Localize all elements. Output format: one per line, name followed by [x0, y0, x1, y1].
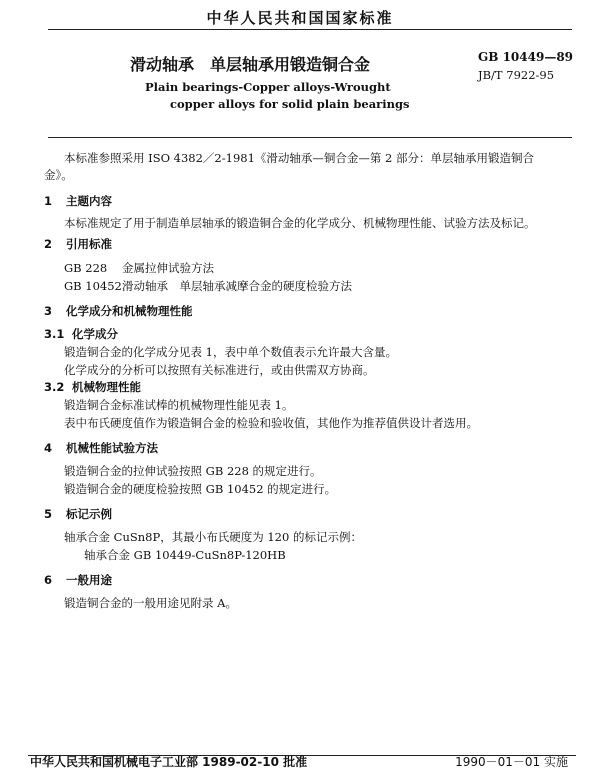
title-part-1: 滑动轴承	[130, 55, 195, 74]
section-4-heading	[44, 440, 158, 456]
header-rule	[48, 29, 572, 30]
section-3-2-line-2: 表中布氏硬度值作为锻造铜合金的检验和验收值，其他作为推荐值供设计者选用。	[64, 416, 478, 430]
effective-date: 1990－01－01 实施	[455, 755, 568, 769]
section-number: 2	[44, 237, 53, 251]
section-title: 机械物理性能	[72, 380, 141, 394]
section-6-heading	[44, 572, 112, 588]
section-6-text: 锻造铜合金的一般用途见附录 A。	[64, 596, 237, 610]
section-2-heading	[44, 236, 112, 252]
issuing-authority: 中华人民共和国国家标准	[206, 9, 394, 27]
title-rule	[48, 137, 572, 138]
section-4-line-1: 锻造铜合金的拉伸试验按照 GB 228 的规定进行。	[64, 464, 322, 478]
section-1-heading	[44, 193, 112, 209]
section-number: 5	[44, 507, 53, 521]
section-3-1-line-1: 锻造铜合金的化学成分见表 1，表中单个数值表示允许最大含量。	[64, 345, 397, 359]
section-number: 3	[44, 304, 53, 318]
reference-title: 金属拉伸试验方法	[122, 261, 214, 275]
section-title: 一般用途	[66, 573, 112, 587]
section-3-2-heading	[44, 379, 141, 395]
section-title: 化学成分和机械物理性能	[66, 304, 193, 318]
alternate-standard-number: JB/T 7922-95	[478, 68, 555, 82]
section-number: 6	[44, 573, 53, 587]
section-number: 1	[44, 194, 53, 208]
section-number: 3.1	[44, 327, 65, 341]
section-3-heading	[44, 303, 193, 319]
section-title: 引用标准	[66, 237, 112, 251]
section-5-line-1: 轴承合金 CuSn8P，其最小布氏硬度为 120 的标记示例：	[64, 530, 362, 544]
section-title: 机械性能试验方法	[66, 441, 158, 455]
section-3-1-line-2: 化学成分的分析可以按照有关标准进行，或由供需双方协商。	[64, 363, 375, 377]
approval-statement: 中华人民共和国机械电子工业部 1989-02-10 批准	[30, 755, 308, 769]
section-3-1-heading	[44, 326, 118, 342]
english-title-line-2: copper alloys for solid plain bearings	[170, 97, 410, 111]
section-number: 4	[44, 441, 53, 455]
section-5-marking-example: 轴承合金 GB 10449-CuSn8P-120HB	[84, 548, 286, 562]
section-4-line-2: 锻造铜合金的硬度检验按照 GB 10452 的规定进行。	[64, 482, 337, 496]
intro-line-1: 本标准参照采用 ISO 4382／2-1981《滑动轴承—铜合金—第 2 部分：单层轴承用锻造铜合	[64, 151, 535, 165]
section-3-2-line-1: 锻造铜合金标准试棒的机械物理性能见表 1。	[64, 398, 294, 412]
intro-line-2: 金》。	[44, 168, 73, 182]
section-title: 化学成分	[72, 327, 118, 341]
section-number: 3.2	[44, 380, 65, 394]
document-title	[130, 52, 386, 75]
english-title-line-1: Plain bearings-Copper alloys-Wrought	[145, 80, 391, 94]
reference-code: GB 10452	[64, 279, 122, 293]
section-title: 主题内容	[66, 194, 112, 208]
reference-2	[64, 278, 352, 294]
section-1-text: 本标准规定了用于制造单层轴承的锻造铜合金的化学成分、机械物理性能、试验方法及标记。	[64, 216, 536, 230]
section-5-heading	[44, 506, 112, 522]
reference-title: 滑动轴承 单层轴承减摩合金的硬度检验方法	[122, 279, 352, 293]
standard-number: GB 10449—89	[478, 50, 574, 64]
reference-1	[64, 260, 214, 276]
section-title: 标记示例	[66, 507, 112, 521]
title-part-2: 单层轴承用锻造铜合金	[210, 55, 371, 74]
reference-code: GB 228	[64, 261, 108, 275]
